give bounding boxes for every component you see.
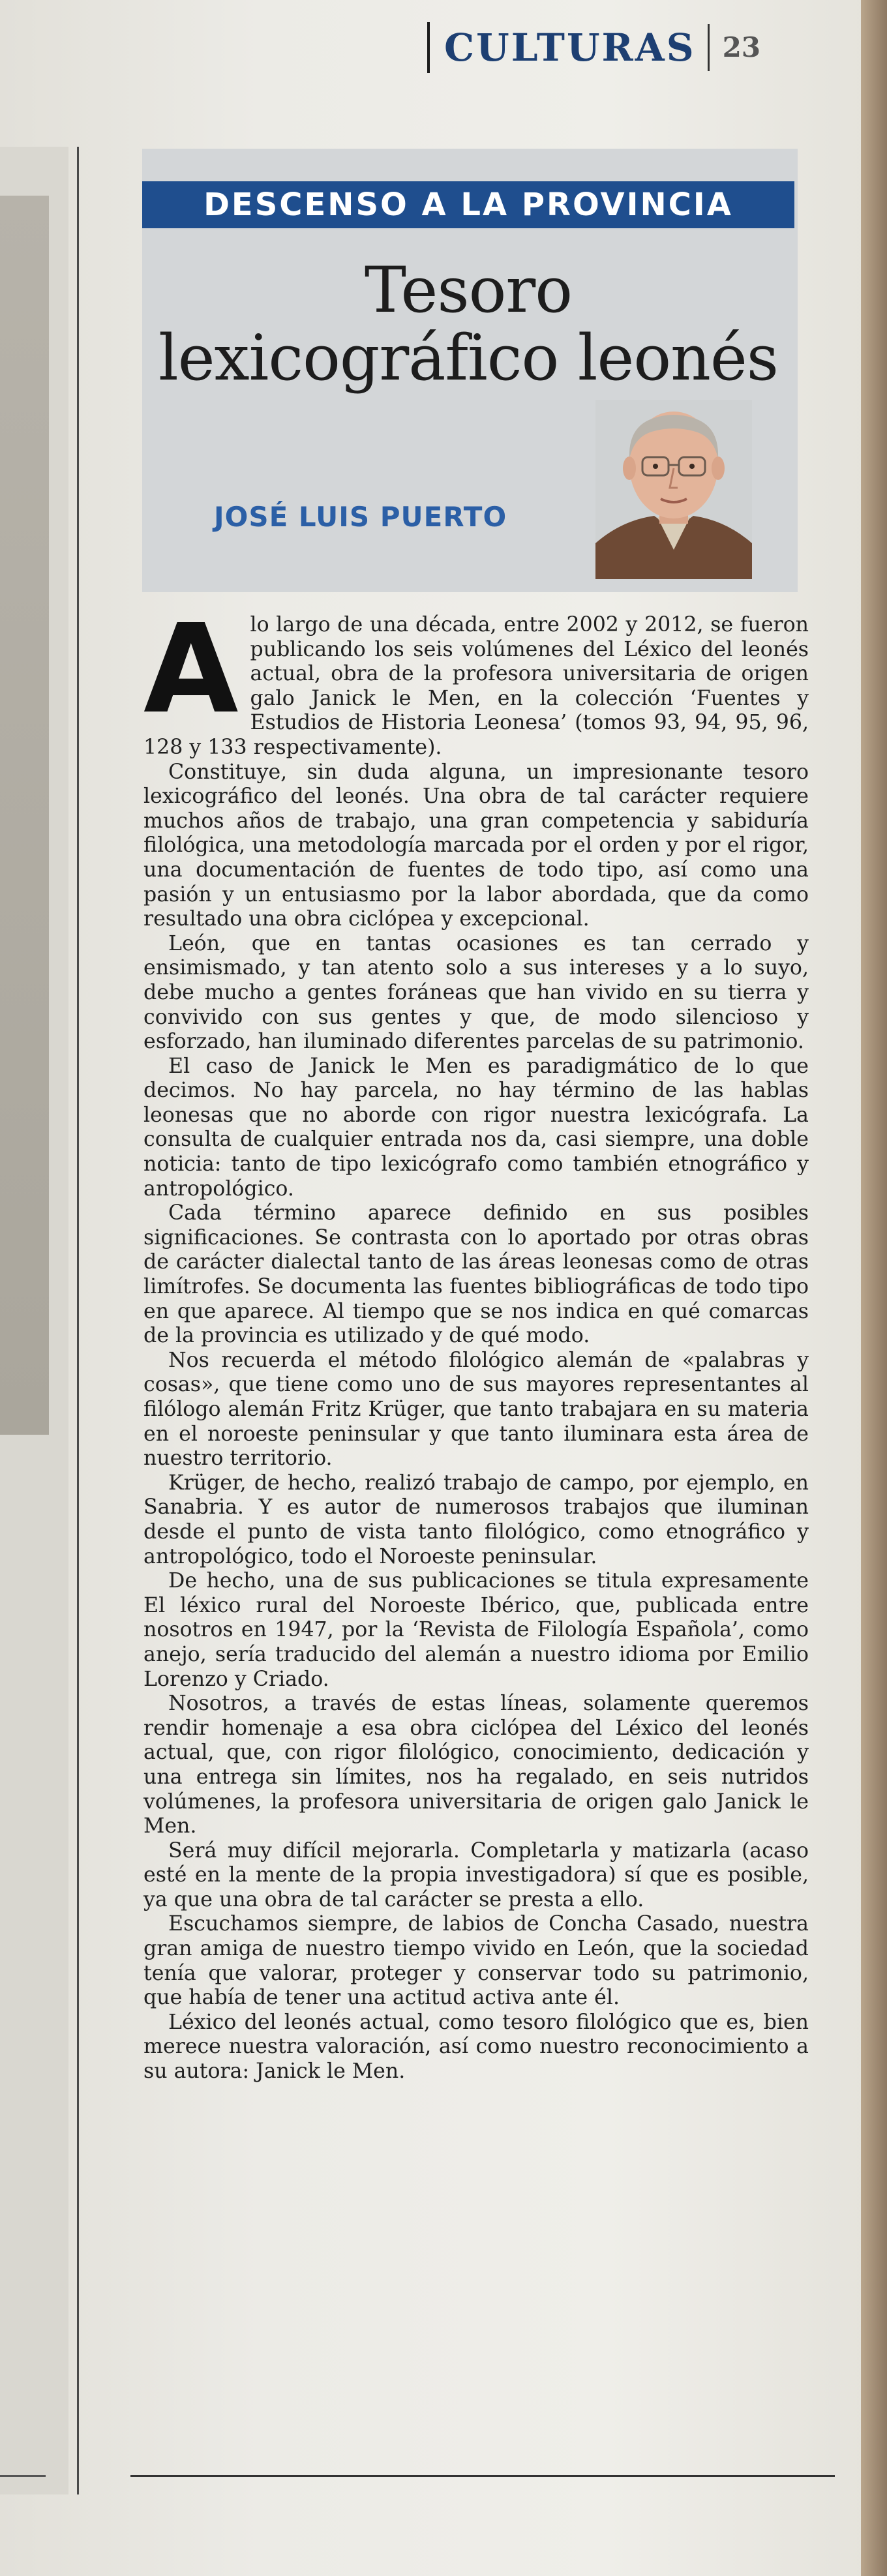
paragraph: Constituye, sin duda alguna, un impresionante tesoro lexicográfico del leonés. Una obra de tal carácter requiere muchos años de trabajo, una gran competencia y sabiduría filológica, una metodología marcada por el orden y por el rigor, una documentación de fuentes de todo tipo, así como una pasión y un entusiasmo por la labor abordada, que da como resultado una obra ciclópea y excepcional.: [143, 760, 809, 931]
header-divider: [708, 24, 710, 71]
paragraph: De hecho, una de sus publicaciones se titula expresamente El léxico rural del Noroeste Ibérico, que, publicada entre nosotros en 1947, por la ‘Revista de Filología Española’, como anejo, sería traducido del alemán a nuestro idioma por Emilio Lorenzo y Criado.: [143, 1569, 809, 1691]
paragraph: León, que en tantas ocasiones es tan cerrado y ensimismado, y tan atento solo a sus intereses y a lo suyo, debe mucho a gentes foráneas que han vivido en su tierra y convivido con sus gentes y que, de modo silencioso y esforzado, han iluminado diferentes parcelas de su patrimonio.: [143, 931, 809, 1054]
adjacent-photo: [0, 196, 49, 1435]
author-portrait-photo: [595, 400, 752, 579]
paragraph-text: lo largo de una década, entre 2002 y 2012, se fueron publicando los seis volúmenes del Léxico del leonés actual, obra de la profesora universitaria de origen galo Janick le Men, en la colección ‘Fuentes y Estudios de Historia Leonesa’ (tomos 93, 94, 95, 96, 128 y 133 respectivamente).: [143, 613, 809, 759]
title-box: [142, 149, 798, 592]
section-name: CULTURAS: [444, 25, 696, 70]
column-rule: [77, 147, 79, 2494]
bottom-rule: [0, 2475, 46, 2477]
paragraph: Nosotros, a través de estas líneas, solamente queremos rendir homenaje a esa obra ciclópea del Léxico del leonés actual, que, con rigor filológico, conocimiento, dedicación y una entrega sin límites, nos ha regalado, en seis nutridos volúmenes, la profesora universitaria de origen galo Janick le Men.: [143, 1692, 809, 1838]
header-divider: [427, 22, 430, 73]
kicker-label: DESCENSO A LA PROVINCIA: [142, 181, 794, 228]
paragraph: El caso de Janick le Men es paradigmático de lo que decimos. No hay parcela, no hay término de las hablas leonesas que no aborde con rigor nuestra lexicógrafa. La consulta de cualquier entrada nos da, casi siempre, una doble noticia: tanto de tipo lexicógrafo como también etnográfico y antropológico.: [143, 1054, 809, 1201]
page-spine: [861, 0, 887, 2576]
paragraph: Krüger, de hecho, realizó trabajo de campo, por ejemplo, en Sanabria. Y es autor de numerosos trabajos que iluminan desde el punto de vista tanto filológico, como etnográfico y antropológico, todo el Noroeste peninsular.: [143, 1471, 809, 1568]
author-byline: JOSÉ LUIS PUERTO: [214, 501, 507, 533]
paragraph: Cada término aparece definido en sus posibles significaciones. Se contrasta con lo aportado por otras obras de carácter dialectal tanto de las áreas leonesas como de otras limítrofes. Se documenta las fuentes bibliográficas de todo tipo en que aparece. Al tiempo que se nos indica en qué comarcas de la provincia es utilizado y de qué modo.: [143, 1201, 809, 1348]
paragraph: Será muy difícil mejorarla. Completarla y matizarla (acaso esté en la mente de la propia investigadora) sí que es posible, ya que una obra de tal carácter se presta a ello.: [143, 1838, 809, 1911]
bottom-rule: [130, 2475, 835, 2477]
article-title: Tesoro lexicográfico leonés: [158, 254, 779, 395]
page-number: 23: [722, 31, 761, 63]
paragraph: Escuchamos siempre, de labios de Concha Casado, nuestra gran amiga de nuestro tiempo vivido en León, que la sociedad tenía que valorar, proteger y conservar todo su patrimonio, que había de tener una actitud activa ante él.: [143, 1912, 809, 2010]
article-body: [143, 598, 809, 2465]
paragraph: [143, 598, 809, 760]
page-header: [427, 20, 819, 75]
paragraph: Léxico del leonés actual, como tesoro filológico que es, bien merece nuestra valoración, así como nuestro reconocimiento a su autora: Janick le Men.: [143, 2010, 809, 2084]
drop-cap: A: [143, 598, 239, 741]
paragraph: Nos recuerda el método filológico alemán de «palabras y cosas», que tiene como uno de sus mayores representantes al filólogo alemán Fritz Krüger, que tanto trabajara en su materia en el noroeste peninsular y que tanto iluminara esta área de nuestro territorio.: [143, 1348, 809, 1471]
